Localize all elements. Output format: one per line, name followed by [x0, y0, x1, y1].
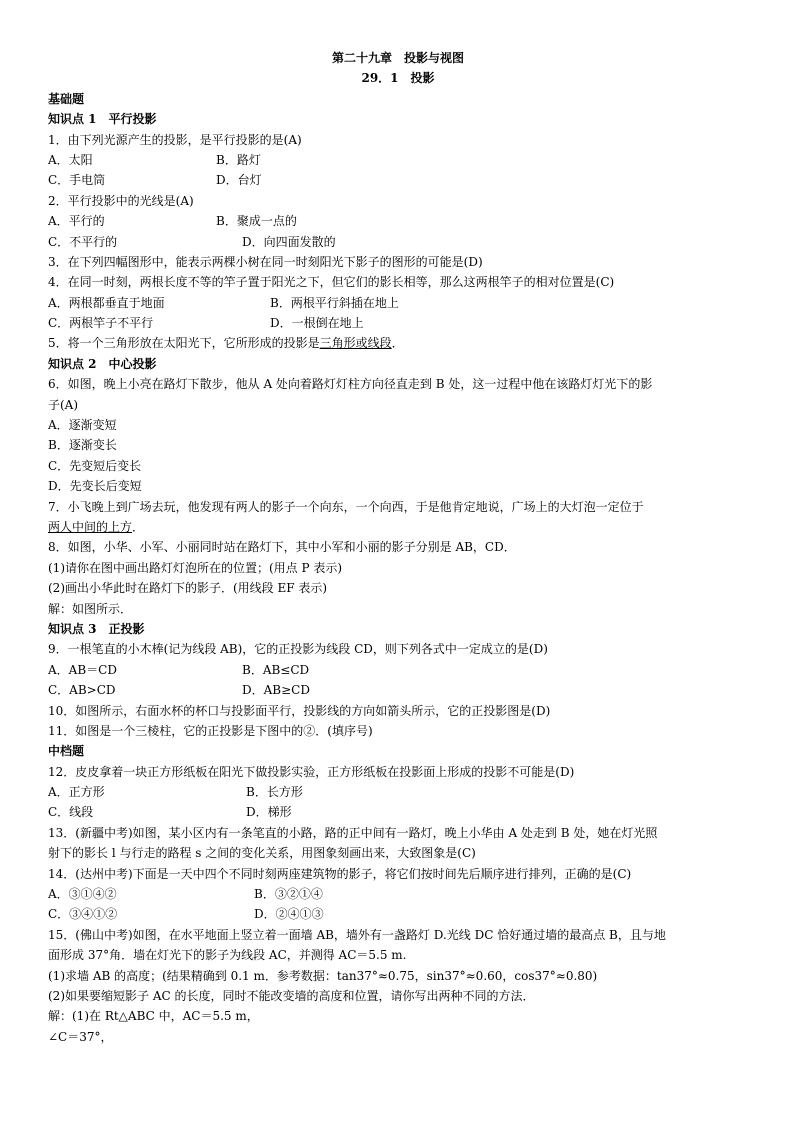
q7-end: ．: [132, 519, 145, 534]
q6-option-d: D．先变长后变短: [48, 479, 142, 494]
q13-stem-line2: 射下的影长 l 与行走的路程 s 之间的变化关系，用图象刻画出来，大致图象是(C): [48, 846, 476, 861]
q12-options-ab: [48, 782, 748, 802]
q11-stem: 11．如图是一个三棱柱，它的正投影是下图中的②．(填序号): [48, 723, 373, 738]
q12-option-b: B．长方形: [246, 785, 303, 800]
q2-options-ab: [48, 211, 748, 231]
q6-stem-line1: 6．如图，晚上小亮在路灯下散步，他从 A 处向着路灯灯柱方向径直走到 B 处，这一过程中他在该路灯灯光下的影: [48, 377, 653, 392]
q8-part1: (1)请你在图中画出路灯灯泡所在的位置；(用点 P 表示): [48, 560, 343, 575]
q4-stem: 4．在同一时刻，两根长度不等的竿子置于阳光之下，但它们的影长相等，那么这两根竿子的相对位置是(C): [48, 275, 615, 290]
q1-options-cd: [48, 170, 748, 190]
q12-stem: 12．皮皮拿着一块正方形纸板在阳光下做投影实验，正方形纸板在投影面上形成的投影不可能是(D): [48, 764, 575, 779]
q10-stem: 10．如图所示，右面水杯的杯口与投影面平行，投影线的方向如箭头所示，它的正投影图是(D): [48, 703, 551, 718]
q9-options-cd: [48, 680, 748, 700]
worksheet-page: [48, 48, 748, 1047]
q15-part2: (2)如果要缩短影子 AC 的长度，同时不能改变墙的高度和位置，请你写出两种不同的方法．: [48, 988, 535, 1003]
q6-stem-line2: 子(A): [48, 397, 79, 412]
q1-stem: 1．由下列光源产生的投影，是平行投影的是(A): [48, 132, 302, 147]
q8-stem: 8．如图，小华、小军、小丽同时站在路灯下，其中小军和小丽的影子分别是 AB，CD．: [48, 540, 516, 555]
q6-option-a: A．逐渐变短: [48, 418, 117, 433]
q8-part2: (2)画出小华此时在路灯下的影子．(用线段 EF 表示): [48, 581, 328, 596]
q4-options-cd: [48, 313, 748, 333]
q12-option-d: D．梯形: [246, 805, 292, 820]
q1-options-ab: [48, 150, 748, 170]
q9-option-c: C．AB>CD: [48, 683, 116, 698]
q1-option-c: C．手电筒: [48, 173, 106, 188]
q15-stem-line1: 15．(佛山中考)如图，在水平地面上竖立着一面墙 AB，墙外有一盏路灯 D.光线 DC 恰好通过墙的最高点 B，且与地: [48, 927, 666, 942]
q2-option-a: A．平行的: [48, 214, 105, 229]
q9-option-a: A．AB＝CD: [48, 662, 117, 677]
q5-stem: [48, 333, 748, 353]
q15-solution-line2: ∠C＝37°，: [48, 1029, 113, 1044]
q9-options-ab: [48, 660, 748, 680]
q7-answer: 两人中间的上方: [48, 519, 133, 534]
q12-options-cd: [48, 802, 748, 822]
q2-stem: 2．平行投影中的光线是(A): [48, 193, 194, 208]
q14-option-a: A．③①④②: [48, 887, 117, 902]
q5-answer: 三角形或线段: [319, 336, 392, 351]
q5-end: ．: [391, 336, 404, 351]
q2-option-c: C．不平行的: [48, 234, 118, 249]
q15-stem-line2: 面形成 37°角．墙在灯光下的影子为线段 AC，并测得 AC＝5.5 m.: [48, 948, 407, 963]
q7-stem-line1: 7．小飞晚上到广场去玩，他发现有两人的影子一个向东，一个向西，于是他肯定地说，广场上的大灯泡一定位于: [48, 499, 644, 514]
kp1-heading: 知识点 1 平行投影: [48, 112, 157, 127]
q2-option-b: B．聚成一点的: [216, 214, 297, 229]
q14-option-d: D．②④①③: [254, 907, 324, 922]
q9-stem: 9．一根笔直的小木棒(记为线段 AB)，它的正投影为线段 CD，则下列各式中一定成立的是(D): [48, 642, 548, 657]
section-title: 29．1 投影: [361, 71, 435, 86]
q2-options-cd: [48, 232, 748, 252]
q1-option-a: A．太阳: [48, 152, 93, 167]
q6-option-b: B．逐渐变长: [48, 438, 117, 453]
q12-option-c: C．线段: [48, 805, 94, 820]
q9-option-d: D．AB≥CD: [242, 683, 310, 698]
q12-option-a: A．正方形: [48, 785, 105, 800]
q4-option-a: A．两根都垂直于地面: [48, 295, 165, 310]
q1-option-b: B．路灯: [216, 152, 261, 167]
q13-stem-line1: 13．(新疆中考)如图，某小区内有一条笔直的小路，路的正中间有一路灯，晚上小华由 A 处走到 B 处，她在灯光照: [48, 825, 658, 840]
q14-options-cd: [48, 904, 748, 924]
q4-options-ab: [48, 293, 748, 313]
q14-options-ab: [48, 884, 748, 904]
q8-solution: 解：如图所示．: [48, 601, 133, 616]
q14-option-b: B．③②①④: [254, 887, 323, 902]
q1-option-d: D．台灯: [216, 173, 262, 188]
q14-option-c: C．③④①②: [48, 907, 118, 922]
kp3-heading: 知识点 3 正投影: [48, 621, 145, 636]
q15-part1: (1)求墙 AB 的高度；(结果精确到 0.1 m．参考数据：tan37°≈0.75，sin37°≈0.60，cos37°≈0.80): [48, 968, 598, 983]
q7-stem-line2: [48, 517, 748, 537]
q14-stem: 14．(达州中考)下面是一天中四个不同时刻两座建筑物的影子，将它们按时间先后顺序进行排列，正确的是(C): [48, 866, 632, 881]
q15-solution-line1: 解：(1)在 Rt△ABC 中，AC＝5.5 m，: [48, 1009, 259, 1024]
q9-option-b: B．AB≤CD: [242, 662, 310, 677]
q6-option-c: C．先变短后变长: [48, 458, 142, 473]
q2-option-d: D．向四面发散的: [242, 234, 336, 249]
q4-option-c: C．两根竿子不平行: [48, 316, 154, 331]
q5-text: 5．将一个三角形放在太阳光下，它所形成的投影是: [48, 336, 320, 351]
q4-option-b: B．两根平行斜插在地上: [270, 295, 399, 310]
kp2-heading: 知识点 2 中心投影: [48, 356, 157, 371]
basic-heading: 基础题: [48, 91, 85, 106]
chapter-title: 第二十九章 投影与视图: [331, 51, 464, 65]
q3-stem: 3．在下列四幅图形中，能表示两棵小树在同一时刻阳光下影子的图形的可能是(D): [48, 254, 483, 269]
mid-heading: 中档题: [48, 744, 85, 759]
q4-option-d: D．一根倒在地上: [270, 316, 364, 331]
